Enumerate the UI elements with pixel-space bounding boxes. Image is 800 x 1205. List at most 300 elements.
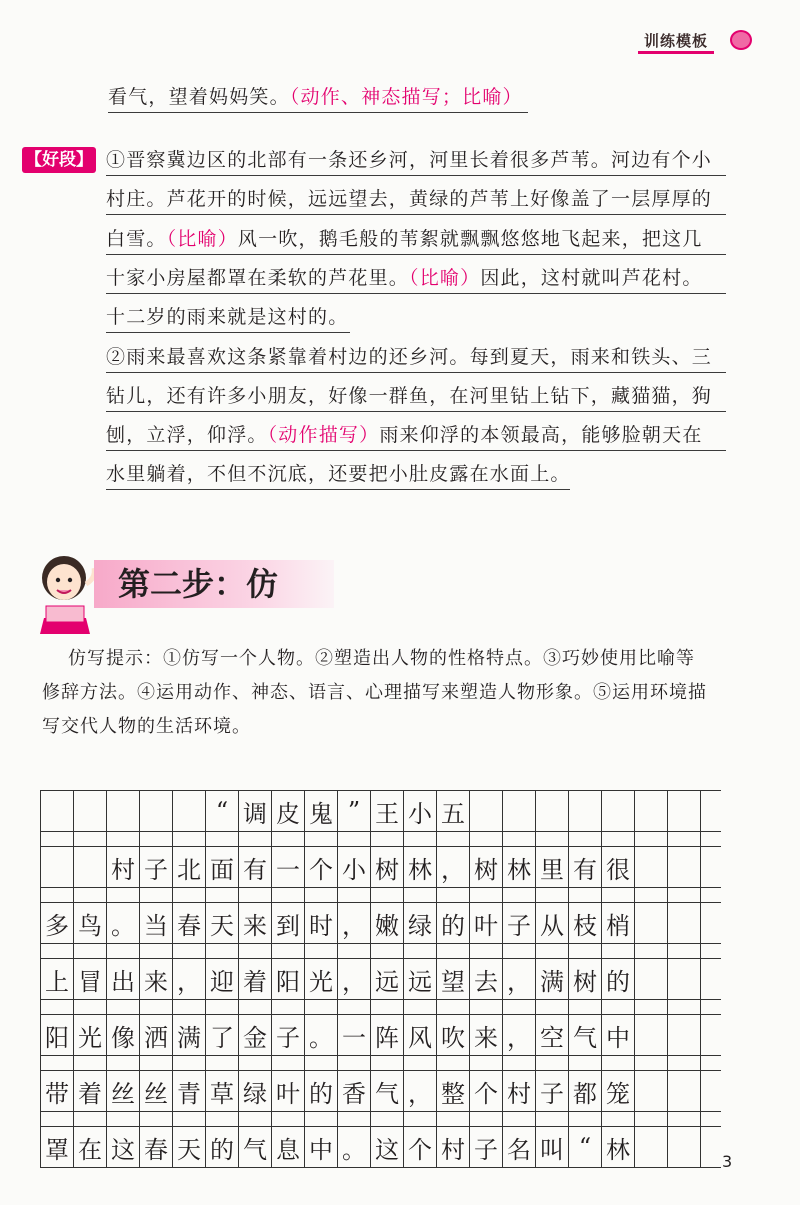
grid-cell: 小	[404, 791, 437, 831]
header-tag-text: 训练模板	[638, 30, 714, 54]
grid-spacer-cell	[239, 944, 272, 958]
grid-spacer-cell	[470, 832, 503, 846]
grid-spacer-cell	[173, 832, 206, 846]
grid-row	[41, 791, 721, 832]
grid-cell: 鬼	[305, 791, 338, 831]
grid-cell	[140, 791, 173, 831]
underline	[106, 411, 726, 412]
grid-cell: 村	[503, 1071, 536, 1111]
grid-spacer-cell	[173, 888, 206, 902]
grid-cell: 鸟	[74, 903, 107, 943]
grid-cell	[602, 791, 635, 831]
grid-cell: 满	[173, 1015, 206, 1055]
grid-cell: 这	[371, 1127, 404, 1167]
grid-spacer-cell	[140, 832, 173, 846]
grid-cell: 子	[140, 847, 173, 887]
tips-line: 修辞方法。④运用动作、神态、语言、心理描写来塑造人物形象。⑤运用环境描	[42, 682, 707, 703]
grid-cell: 中	[305, 1127, 338, 1167]
grid-spacer-cell	[668, 888, 701, 902]
grid-cell	[668, 847, 701, 887]
grid-spacer-cell	[404, 888, 437, 902]
grid-cell: 调	[239, 791, 272, 831]
grid-cell: ”	[338, 791, 371, 831]
text-line: 十二岁的雨来就是这村的。	[106, 306, 349, 328]
grid-spacer-cell	[74, 1000, 107, 1014]
grid-cell: 一	[338, 1015, 371, 1055]
grid-cell: 林	[602, 1127, 635, 1167]
grid-cell	[668, 1127, 701, 1167]
grid-cell: 嫩	[371, 903, 404, 943]
grid-cell: 村	[437, 1127, 470, 1167]
grid-spacer-cell	[305, 1056, 338, 1070]
grid-cell: 多	[41, 903, 74, 943]
grid-spacer-cell	[305, 944, 338, 958]
grid-spacer-cell	[338, 832, 371, 846]
grid-spacer-cell	[371, 944, 404, 958]
grid-cell: 。	[338, 1127, 371, 1167]
grid-spacer-cell	[173, 1056, 206, 1070]
grid-spacer-cell	[569, 1056, 602, 1070]
grid-cell: 有	[239, 847, 272, 887]
grid-cell	[668, 1015, 701, 1055]
grid-cell: 天	[173, 1127, 206, 1167]
underline	[106, 372, 726, 373]
grid-cell: 冒	[74, 959, 107, 999]
underline	[106, 450, 726, 451]
grid-cell: 子	[470, 1127, 503, 1167]
grid-cell	[635, 959, 668, 999]
grid-cell: 的	[437, 903, 470, 943]
grid-cell: 光	[305, 959, 338, 999]
grid-spacer-cell	[74, 1056, 107, 1070]
grid-cell: 面	[206, 847, 239, 887]
grid-cell: 都	[569, 1071, 602, 1111]
grid-cell: 息	[272, 1127, 305, 1167]
grid-cell: 的	[206, 1127, 239, 1167]
grid-cell: 个	[470, 1071, 503, 1111]
good-paragraph-badge: 【好段】	[22, 147, 96, 173]
grid-cell: 金	[239, 1015, 272, 1055]
grid-cell: 到	[272, 903, 305, 943]
grid-cell: 叶	[470, 903, 503, 943]
grid-cell: 来	[470, 1015, 503, 1055]
grid-cell: 。	[305, 1015, 338, 1055]
writing-grid	[40, 790, 721, 1168]
grid-spacer-cell	[107, 832, 140, 846]
grid-spacer-cell	[503, 1112, 536, 1126]
grid-cell: 从	[536, 903, 569, 943]
grid-spacer-cell	[74, 944, 107, 958]
grid-spacer-cell	[338, 1056, 371, 1070]
text-line: ②雨来最喜欢这条紧靠着村边的还乡河。每到夏天，雨来和铁头、三	[106, 346, 713, 368]
grid-cell	[41, 847, 74, 887]
grid-cell: “	[206, 791, 239, 831]
grid-cell: ，	[503, 959, 536, 999]
grid-spacer-cell	[338, 944, 371, 958]
grid-spacer-cell	[602, 1112, 635, 1126]
grid-spacer-cell	[437, 1056, 470, 1070]
grid-spacer-cell	[239, 1000, 272, 1014]
grid-spacer-cell	[602, 888, 635, 902]
grid-cell: 来	[239, 903, 272, 943]
grid-spacer-row	[41, 888, 721, 903]
grid-spacer-cell	[305, 888, 338, 902]
grid-spacer-cell	[41, 1056, 74, 1070]
grid-cell	[635, 847, 668, 887]
grid-cell	[569, 791, 602, 831]
grid-cell: 气	[569, 1015, 602, 1055]
grid-spacer-cell	[470, 944, 503, 958]
grid-cell	[635, 1015, 668, 1055]
grid-spacer-cell	[74, 832, 107, 846]
grid-cell: 个	[404, 1127, 437, 1167]
grid-cell: 洒	[140, 1015, 173, 1055]
underline	[106, 332, 350, 333]
grid-spacer-cell	[239, 1056, 272, 1070]
grid-cell: 皮	[272, 791, 305, 831]
grid-spacer-cell	[74, 888, 107, 902]
step-title: 第二步：仿	[118, 565, 279, 603]
grid-spacer-cell	[437, 1000, 470, 1014]
grid-spacer-cell	[140, 944, 173, 958]
grid-cell: 春	[140, 1127, 173, 1167]
grid-spacer-cell	[41, 1000, 74, 1014]
grid-spacer-cell	[173, 1000, 206, 1014]
grid-cell	[503, 791, 536, 831]
grid-cell: 阳	[41, 1015, 74, 1055]
grid-spacer-cell	[668, 1112, 701, 1126]
grid-cell: “	[569, 1127, 602, 1167]
grid-cell: 梢	[602, 903, 635, 943]
grid-cell: 村	[107, 847, 140, 887]
grid-cell: 叶	[272, 1071, 305, 1111]
grid-row	[41, 903, 721, 944]
grid-spacer-cell	[404, 1000, 437, 1014]
grid-cell: 远	[371, 959, 404, 999]
grid-cell: 这	[107, 1127, 140, 1167]
grid-spacer-cell	[536, 888, 569, 902]
grid-spacer-cell	[536, 832, 569, 846]
grid-cell: 了	[206, 1015, 239, 1055]
grid-spacer-cell	[569, 1112, 602, 1126]
grid-cell: 罩	[41, 1127, 74, 1167]
grid-cell: 来	[140, 959, 173, 999]
grid-cell	[668, 959, 701, 999]
grid-spacer-cell	[272, 1056, 305, 1070]
grid-cell	[536, 791, 569, 831]
underline	[106, 214, 726, 215]
grid-spacer-cell	[206, 888, 239, 902]
text-line: 钻儿，还有许多小朋友，好像一群鱼，在河里钻上钻下，藏猫猫，狗	[106, 385, 713, 407]
grid-spacer-cell	[503, 832, 536, 846]
grid-cell: 光	[74, 1015, 107, 1055]
grid-cell	[74, 847, 107, 887]
grid-spacer-cell	[668, 1056, 701, 1070]
grid-spacer-cell	[470, 1112, 503, 1126]
grid-cell: 时	[305, 903, 338, 943]
grid-cell	[635, 903, 668, 943]
grid-spacer-cell	[569, 888, 602, 902]
underline	[106, 293, 726, 294]
grid-cell	[74, 791, 107, 831]
grid-row	[41, 1071, 721, 1112]
grid-spacer-cell	[404, 1112, 437, 1126]
grid-cell	[668, 903, 701, 943]
grid-cell: 枝	[569, 903, 602, 943]
grid-spacer-cell	[503, 1000, 536, 1014]
grid-cell: 迎	[206, 959, 239, 999]
grid-cell: 五	[437, 791, 470, 831]
text-line: 刨，立浮，仰浮。（动作描写）雨来仰浮的本领最高，能够脸朝天在	[106, 424, 703, 446]
grid-spacer-cell	[404, 832, 437, 846]
grid-spacer-cell	[206, 944, 239, 958]
underline	[108, 112, 528, 113]
grid-spacer-cell	[41, 832, 74, 846]
grid-spacer-cell	[107, 888, 140, 902]
grid-cell: 在	[74, 1127, 107, 1167]
grid-cell: 子	[272, 1015, 305, 1055]
grid-spacer-cell	[602, 1056, 635, 1070]
grid-cell: 青	[173, 1071, 206, 1111]
grid-spacer-cell	[569, 832, 602, 846]
grid-spacer-cell	[635, 1056, 668, 1070]
grid-spacer-cell	[272, 1000, 305, 1014]
grid-cell: 很	[602, 847, 635, 887]
grid-cell: 香	[338, 1071, 371, 1111]
grid-cell: 当	[140, 903, 173, 943]
grid-spacer-cell	[536, 1056, 569, 1070]
grid-spacer-cell	[404, 944, 437, 958]
grid-cell	[635, 1071, 668, 1111]
grid-cell: 风	[404, 1015, 437, 1055]
grid-spacer-cell	[206, 1056, 239, 1070]
grid-spacer-cell	[635, 888, 668, 902]
grid-cell: 阳	[272, 959, 305, 999]
grid-cell: 王	[371, 791, 404, 831]
grid-cell: 子	[503, 903, 536, 943]
grid-spacer-cell	[140, 888, 173, 902]
page-number: 3	[722, 1152, 733, 1171]
grid-cell: ，	[338, 903, 371, 943]
grid-cell: ，	[503, 1015, 536, 1055]
text-line: ①晋察冀边区的北部有一条还乡河，河里长着很多芦苇。河边有个小	[106, 149, 713, 171]
grid-cell: 北	[173, 847, 206, 887]
grid-cell: 的	[305, 1071, 338, 1111]
grid-cell: 名	[503, 1127, 536, 1167]
grid-spacer-cell	[602, 832, 635, 846]
grid-cell: 空	[536, 1015, 569, 1055]
grid-spacer-cell	[338, 1112, 371, 1126]
grid-cell: 满	[536, 959, 569, 999]
grid-cell: 上	[41, 959, 74, 999]
grid-spacer-row	[41, 1000, 721, 1015]
grid-spacer-row	[41, 1112, 721, 1127]
grid-cell	[41, 791, 74, 831]
grid-spacer-cell	[338, 888, 371, 902]
text-line: 看气，望着妈妈笑。（动作、神态描写；比喻）	[108, 86, 523, 108]
grid-cell: 树	[470, 847, 503, 887]
grid-spacer-cell	[206, 1112, 239, 1126]
grid-cell: 。	[107, 903, 140, 943]
grid-cell	[668, 791, 701, 831]
grid-spacer-cell	[371, 1000, 404, 1014]
grid-spacer-cell	[272, 832, 305, 846]
grid-spacer-cell	[536, 944, 569, 958]
grid-spacer-cell	[338, 1000, 371, 1014]
grid-spacer-cell	[239, 1112, 272, 1126]
grid-spacer-cell	[536, 1112, 569, 1126]
grid-spacer-cell	[239, 832, 272, 846]
grid-spacer-cell	[569, 1000, 602, 1014]
grid-cell: 绿	[404, 903, 437, 943]
grid-spacer-cell	[107, 1000, 140, 1014]
grid-cell: 天	[206, 903, 239, 943]
grid-cell	[635, 1127, 668, 1167]
grid-cell: 有	[569, 847, 602, 887]
grid-spacer-cell	[437, 832, 470, 846]
grid-cell: 带	[41, 1071, 74, 1111]
grid-cell: 丝	[107, 1071, 140, 1111]
grid-cell: 绿	[239, 1071, 272, 1111]
grid-row	[41, 847, 721, 888]
grid-spacer-cell	[437, 1112, 470, 1126]
grid-cell: ，	[173, 959, 206, 999]
grid-spacer-cell	[635, 832, 668, 846]
text-line: 水里躺着，不但不沉底，还要把小肚皮露在水面上。	[106, 463, 571, 485]
grid-cell: 个	[305, 847, 338, 887]
grid-cell: 林	[404, 847, 437, 887]
grid-spacer-cell	[503, 944, 536, 958]
grid-spacer-cell	[305, 1000, 338, 1014]
grid-cell: 林	[503, 847, 536, 887]
grid-spacer-cell	[74, 1112, 107, 1126]
grid-row	[41, 959, 721, 1000]
grid-cell	[470, 791, 503, 831]
grid-cell: 着	[239, 959, 272, 999]
grid-spacer-cell	[404, 1056, 437, 1070]
grid-spacer-row	[41, 1056, 721, 1071]
tips-line: 仿写提示：①仿写一个人物。②塑造出人物的性格特点。③巧妙使用比喻等	[68, 648, 695, 669]
grid-spacer-cell	[140, 1056, 173, 1070]
grid-cell: 春	[173, 903, 206, 943]
grid-spacer-cell	[107, 1056, 140, 1070]
grid-cell: 树	[569, 959, 602, 999]
grid-cell: 小	[338, 847, 371, 887]
grid-spacer-cell	[305, 832, 338, 846]
grid-spacer-cell	[305, 1112, 338, 1126]
grid-spacer-cell	[371, 1056, 404, 1070]
grid-cell: 望	[437, 959, 470, 999]
grid-spacer-cell	[140, 1112, 173, 1126]
grid-spacer-cell	[503, 888, 536, 902]
grid-spacer-cell	[437, 888, 470, 902]
tips-line: 写交代人物的生活环境。	[42, 716, 251, 737]
girl-reading-icon	[30, 548, 102, 636]
grid-spacer-cell	[140, 1000, 173, 1014]
grid-spacer-cell	[470, 1056, 503, 1070]
grid-cell	[668, 1071, 701, 1111]
grid-cell: 出	[107, 959, 140, 999]
grid-cell: 着	[74, 1071, 107, 1111]
grid-cell: 子	[536, 1071, 569, 1111]
grid-spacer-cell	[206, 832, 239, 846]
grid-spacer-cell	[668, 1000, 701, 1014]
grid-cell: 像	[107, 1015, 140, 1055]
grid-cell: 笼	[602, 1071, 635, 1111]
grid-spacer-cell	[41, 1112, 74, 1126]
snail-icon	[730, 30, 752, 50]
grid-cell: 远	[404, 959, 437, 999]
grid-spacer-cell	[239, 888, 272, 902]
grid-cell: ，	[338, 959, 371, 999]
grid-row	[41, 1015, 721, 1056]
grid-spacer-cell	[371, 832, 404, 846]
grid-spacer-cell	[173, 944, 206, 958]
grid-cell	[173, 791, 206, 831]
grid-cell: 中	[602, 1015, 635, 1055]
grid-spacer-cell	[668, 944, 701, 958]
grid-spacer-cell	[602, 1000, 635, 1014]
grid-cell: ，	[404, 1071, 437, 1111]
grid-cell: 丝	[140, 1071, 173, 1111]
grid-spacer-cell	[41, 888, 74, 902]
grid-row	[41, 1127, 721, 1168]
grid-cell: 去	[470, 959, 503, 999]
grid-cell: 树	[371, 847, 404, 887]
grid-spacer-cell	[569, 944, 602, 958]
underline	[106, 175, 726, 176]
grid-cell: ，	[437, 847, 470, 887]
grid-spacer-cell	[371, 1112, 404, 1126]
grid-cell: 草	[206, 1071, 239, 1111]
text-line: 白雪。（比喻）风一吹，鹅毛般的苇絮就飘飘悠悠地飞起来，把这几	[106, 228, 703, 250]
grid-spacer-cell	[272, 888, 305, 902]
grid-cell: 气	[371, 1071, 404, 1111]
text-line: 十家小房屋都罩在柔软的芦花里。（比喻）因此，这村就叫芦花村。	[106, 267, 703, 289]
grid-cell: 一	[272, 847, 305, 887]
grid-spacer-cell	[173, 1112, 206, 1126]
grid-cell: 气	[239, 1127, 272, 1167]
grid-spacer-cell	[470, 1000, 503, 1014]
grid-cell: 叫	[536, 1127, 569, 1167]
grid-cell: 里	[536, 847, 569, 887]
grid-spacer-cell	[107, 1112, 140, 1126]
grid-spacer-row	[41, 832, 721, 847]
grid-spacer-cell	[635, 1112, 668, 1126]
grid-cell: 吹	[437, 1015, 470, 1055]
grid-spacer-cell	[503, 1056, 536, 1070]
grid-spacer-cell	[602, 944, 635, 958]
grid-spacer-cell	[635, 1000, 668, 1014]
grid-spacer-cell	[107, 944, 140, 958]
underline	[106, 254, 726, 255]
grid-cell: 整	[437, 1071, 470, 1111]
grid-cell	[635, 791, 668, 831]
grid-spacer-cell	[470, 888, 503, 902]
grid-spacer-cell	[371, 888, 404, 902]
grid-cell: 的	[602, 959, 635, 999]
grid-spacer-row	[41, 944, 721, 959]
grid-spacer-cell	[272, 944, 305, 958]
grid-spacer-cell	[41, 944, 74, 958]
underline	[106, 489, 570, 490]
grid-spacer-cell	[635, 944, 668, 958]
grid-cell	[107, 791, 140, 831]
grid-spacer-cell	[536, 1000, 569, 1014]
grid-cell: 阵	[371, 1015, 404, 1055]
grid-spacer-cell	[437, 944, 470, 958]
grid-spacer-cell	[272, 1112, 305, 1126]
